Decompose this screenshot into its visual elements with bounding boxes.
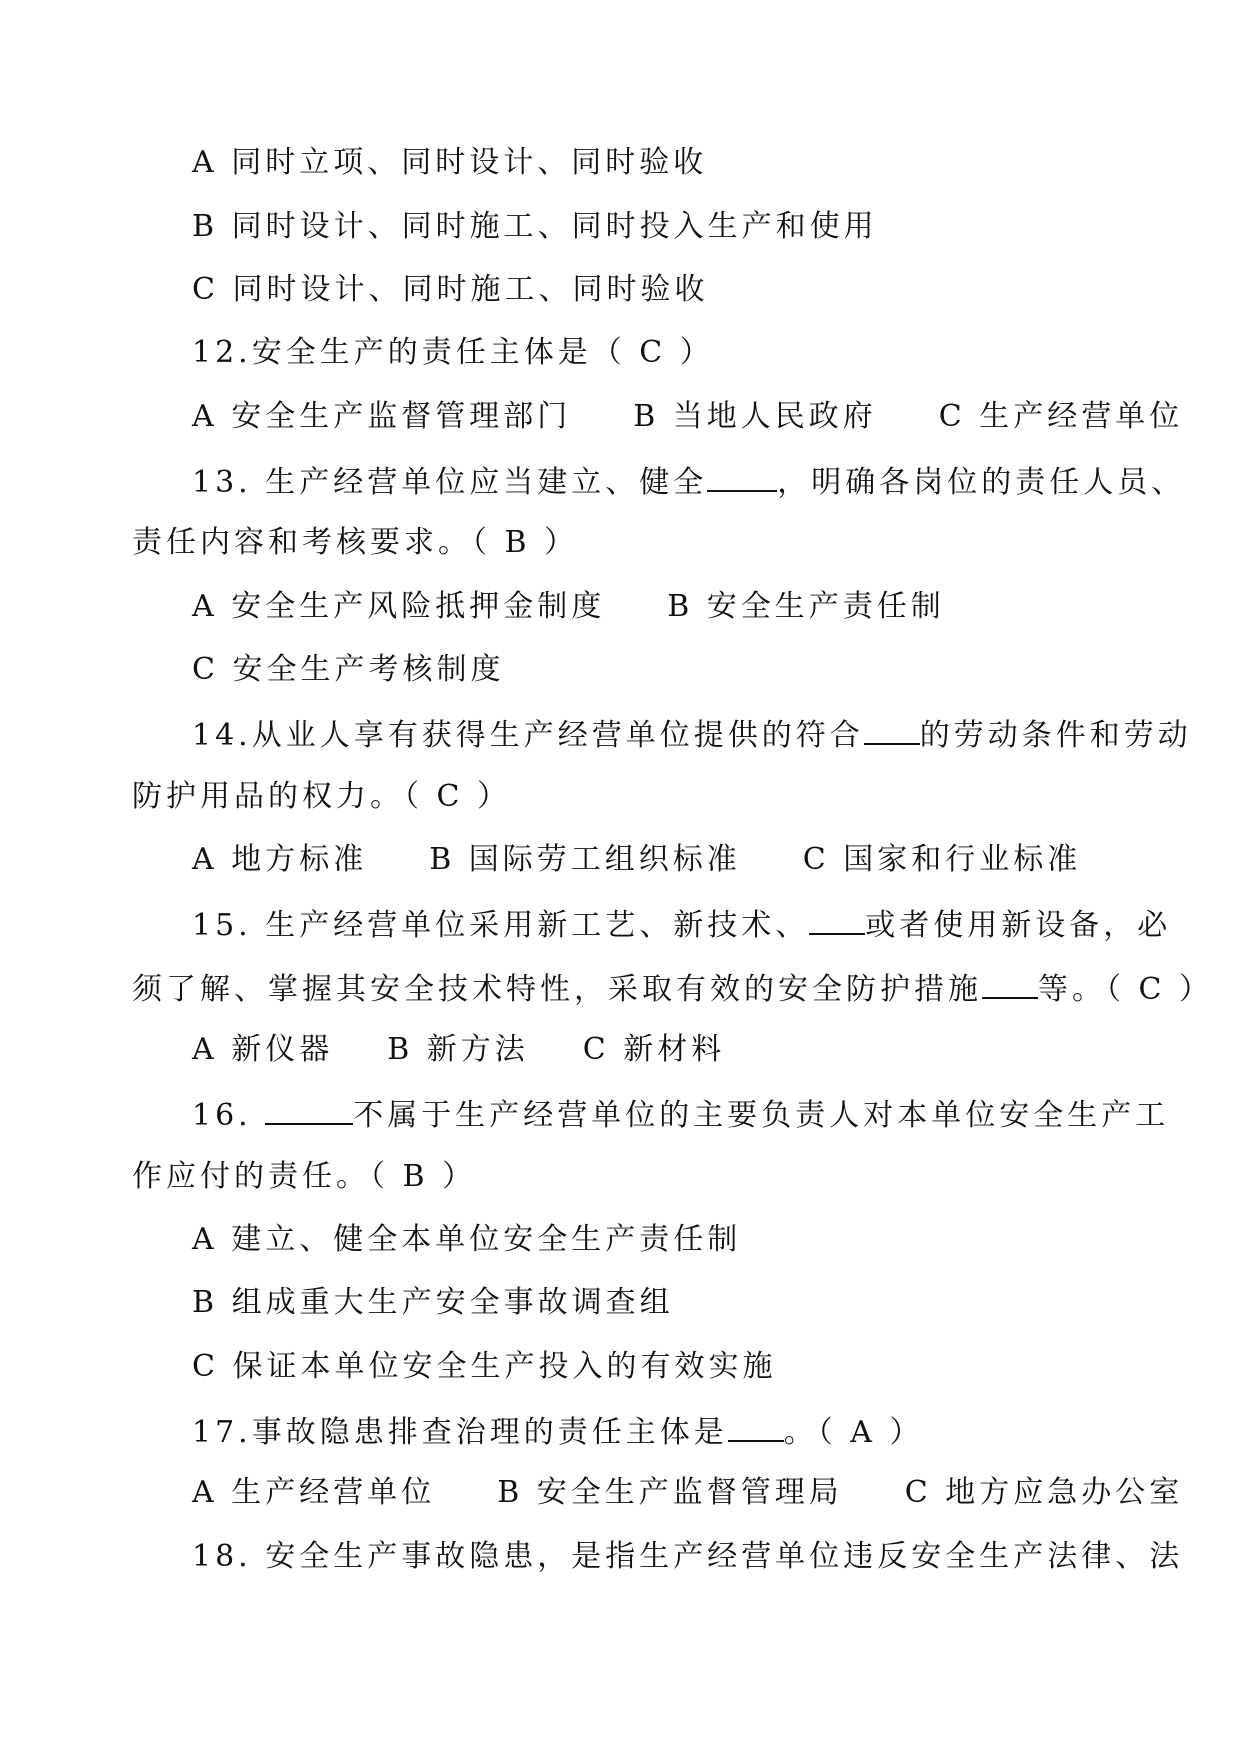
q16-stem-line2: 作应付的责任。（ B ）	[132, 1159, 477, 1194]
q14-option-b: B 国际劳工组织标准	[429, 842, 741, 877]
q14-option-c: C 国家和行业标准	[802, 842, 1082, 877]
q15-option-b: B 新方法	[387, 1032, 529, 1067]
q12-option-a: A 安全生产监督管理部门	[192, 399, 572, 434]
q15-stem-line2-part1: 须了解、掌握其安全技术特性，采取有效的安全防护措施	[132, 972, 982, 1007]
q16-option-b: B 组成重大生产安全事故调查组	[192, 1285, 674, 1320]
q17-stem	[192, 1410, 923, 1450]
q13-stem-line2: 责任内容和考核要求。（ B ）	[132, 525, 579, 560]
q14-stem-line1	[192, 713, 1192, 753]
q11-option-b: B 同时设计、同时施工、同时投入生产和使用	[192, 209, 878, 244]
q13-stem-part1: 13. 生产经营单位应当建立、健全	[192, 465, 708, 500]
q12-option-c: C 生产经营单位	[938, 399, 1184, 434]
q15-blank-1	[809, 903, 865, 935]
q13-option-c: C 安全生产考核制度	[192, 652, 505, 687]
q11-option-a: A 同时立项、同时设计、同时验收	[192, 145, 708, 180]
q12-stem: 12.安全生产的责任主体是（ C ）	[192, 335, 714, 370]
q13-options	[192, 587, 945, 627]
q17-blank	[728, 1410, 784, 1442]
q17-options	[192, 1473, 1183, 1513]
q12-options	[192, 397, 1183, 437]
q13-option-b: B 安全生产责任制	[667, 589, 945, 624]
q15-stem-line2-part2: 等。（ C ）	[1038, 972, 1214, 1007]
q15-stem-part1: 15. 生产经营单位采用新工艺、新技术、	[192, 908, 810, 943]
q15-options	[192, 1030, 725, 1070]
q16-blank	[265, 1093, 353, 1125]
q15-option-a: A 新仪器	[192, 1032, 334, 1067]
q17-option-b: B 安全生产监督管理局	[497, 1475, 843, 1510]
q15-blank-2	[982, 967, 1038, 999]
q16-stem-part2: 不属于生产经营单位的主要负责人对本单位安全生产工	[353, 1098, 1170, 1133]
q17-option-c: C 地方应急办公室	[904, 1475, 1184, 1510]
q16-option-a: A 建立、健全本单位安全生产责任制	[192, 1222, 742, 1257]
q13-option-a: A 安全生产风险抵押金制度	[192, 589, 606, 624]
q14-blank	[864, 713, 920, 745]
q14-stem-line2: 防护用品的权力。（ C ）	[132, 779, 512, 814]
q13-stem-part2: ，明确各岗位的责任人员、	[777, 465, 1186, 500]
q11-option-c: C 同时设计、同时施工、同时验收	[192, 272, 709, 307]
q13-blank	[707, 460, 777, 492]
q14-options	[192, 840, 1081, 880]
q17-stem-part1: 17.事故隐患排查治理的责任主体是	[192, 1415, 728, 1450]
q13-stem-line1	[192, 460, 1185, 500]
q16-option-c: C 保证本单位安全生产投入的有效实施	[192, 1349, 777, 1384]
q14-stem-part2: 的劳动条件和劳动	[919, 718, 1192, 753]
q17-option-a: A 生产经营单位	[192, 1475, 436, 1510]
q15-stem-line2	[132, 967, 1213, 1007]
q17-stem-part2: 。（ A ）	[783, 1415, 924, 1450]
q15-stem-part2: 或者使用新设备，必	[865, 908, 1172, 943]
q12-option-b: B 当地人民政府	[633, 399, 877, 434]
q14-option-a: A 地方标准	[192, 842, 368, 877]
q14-stem-part1: 14.从业人享有获得生产经营单位提供的符合	[192, 718, 864, 753]
q16-stem-part1: 16.	[192, 1098, 266, 1133]
q15-option-c: C 新材料	[582, 1032, 726, 1067]
q16-stem-line1	[192, 1093, 1169, 1133]
q15-stem-line1	[192, 903, 1171, 943]
q18-stem: 18. 安全生产事故隐患，是指生产经营单位违反安全生产法律、法	[192, 1539, 1184, 1574]
